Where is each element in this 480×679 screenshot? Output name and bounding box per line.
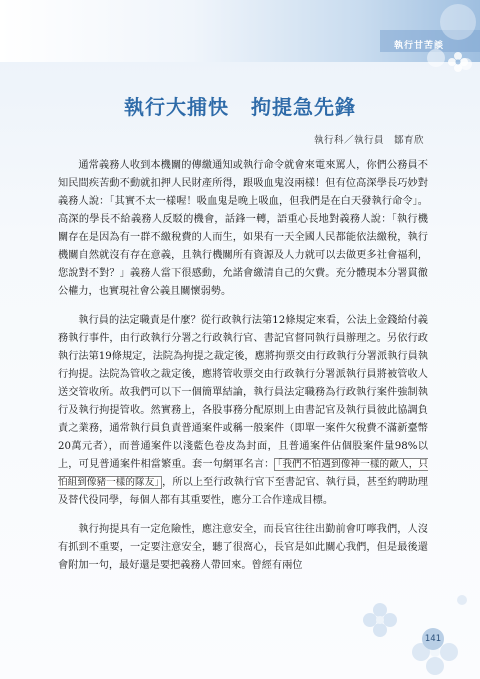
highlighted-quote: 「我們不怕遇到像神一樣的敵人，只怕組到像豬一樣的隊友」 [58, 459, 429, 488]
author-name: 鄒育欣 [393, 135, 424, 146]
title-part-1: 執行大捕快 [124, 95, 229, 119]
title-part-2: 拘提急先鋒 [251, 95, 356, 119]
ornament-circle [440, 4, 476, 40]
paragraph-3: 執行拘提具有一定危險性，應注意安全，而長官往往出勤前會叮嚀我們，人沒有抓到不重要，一定要注意安全，聽了很窩心，長官是如此關心我們，但是最後還會附加一句，最好還是要把義務人帶回來。曾經有兩位 [58, 524, 428, 571]
page-number: 141 [422, 628, 444, 650]
decorative-flowers [340, 560, 480, 679]
deco-dot [457, 595, 467, 605]
paragraph-1: 通常義務人收到本機關的傳繳通知或執行命令就會來電來罵人，你們公務員不知民間疾苦動不動就扣押人民財產所得，跟吸血鬼沒兩樣！但有位高深學長巧妙對義務人說：「其實不太一樣喔！吸血鬼是晚上吸血，但我們是在白天發執行命令」。高深的學長不給義務人反駁的機會，話鋒一轉，語重心長地對義務人說：「執行機關存在是因為有一群不繳稅費的人而生，如果有一天全國人民都能依法繳稅，執行機關自然就沒有存在意義，且執行機關所有資源及人力就可以去做更多社會福利，您說對不對？」義務人當下很感動，允諾會繳清自己的欠費。充分體現本分署貫徹公權力，也實現社會公義且關懷弱勢。 [58, 160, 428, 297]
section-tag: 執行甘苦談 [393, 41, 444, 51]
flower-icon [363, 603, 397, 637]
article-body [58, 157, 428, 586]
author-unit: 執行科／執行員 [313, 135, 384, 146]
paragraph-2 [58, 312, 428, 510]
article-title [0, 91, 480, 120]
byline [314, 132, 424, 146]
ornament-circle [427, 49, 445, 67]
paragraph-2-before: 執行員的法定職責是什麼？從行政執行法第12條規定來看，公法上金錢給付義務執行事件，由行政執行分署之行政執行官、書記官督同執行員辦理之。另依行政執行法第19條規定，法院為拘提之裁定後，應將拘票交由行政執行分署派執行員執行拘提。法院為管收之裁定後，應將管收票交由行政執行分署派執行員將被管收人送交管收所。故我們可以下一個簡單結論，執行員法定職務為行政執行案件強制執行及執行拘提管收。然實務上，各股事務分配原則上由書記官及執行員彼此協調負責之業務，通常執行員負責普通案件或稱一般案件（即單一案件欠稅費不滿新臺幣20萬元者），而普通案件以淺藍色卷皮為封面，且普通案件佔個股案件量98%以上，可見普通案件相當繁重。套一句網軍名言： [58, 315, 428, 470]
paragraph-2-after: ，所以上至行政執行官下至書記官、執行員，甚至約聘助理及替代役同學，每個人都有其重要性，應分工合作達成目標。 [58, 477, 428, 506]
